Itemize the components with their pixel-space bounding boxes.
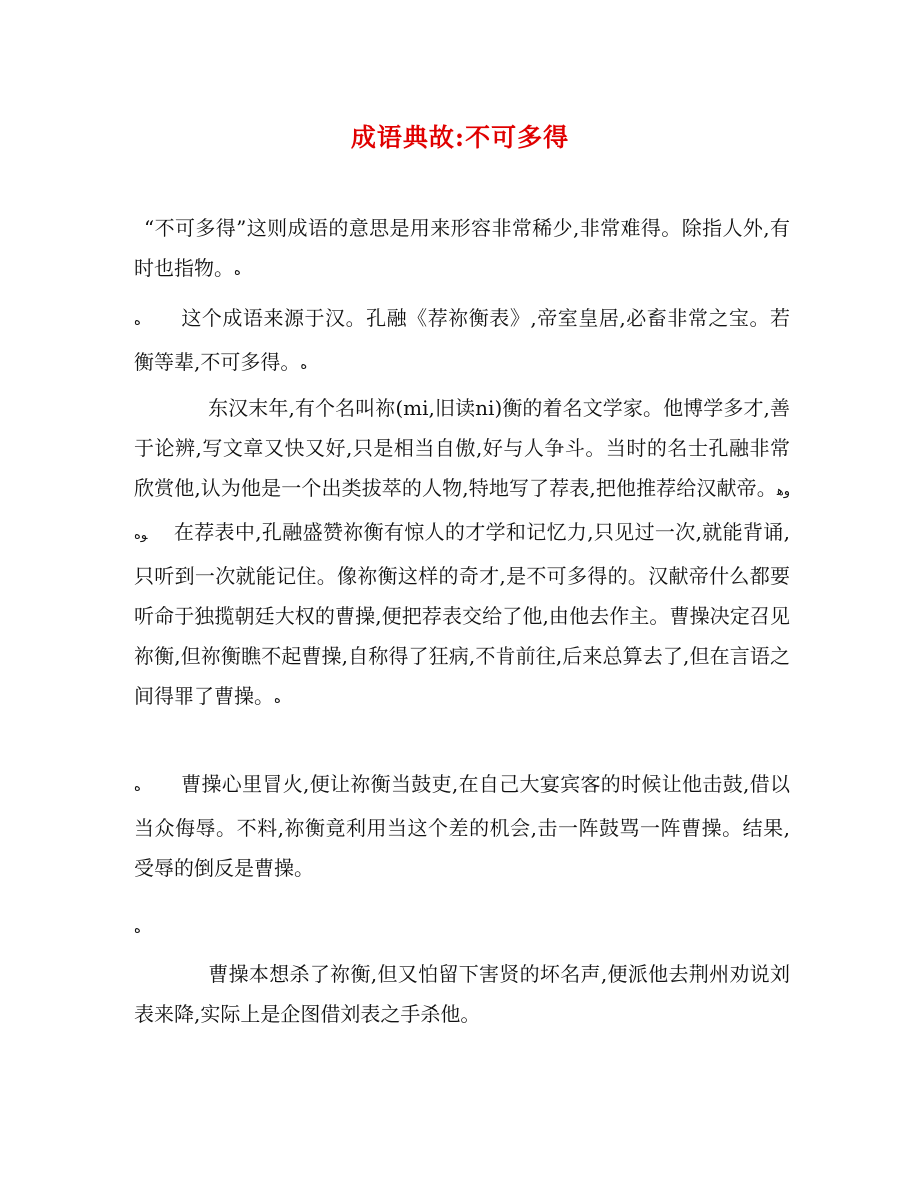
- paragraph-5-lead-mark: ه: [134, 922, 141, 937]
- document-title: 成语典故:不可多得: [350, 123, 570, 152]
- paragraph-3: [134, 388, 790, 720]
- paragraph-1-end-mark: ه: [234, 264, 241, 279]
- paragraph-3-mid-mark: وهوه: [134, 484, 790, 543]
- paragraph-3-text-b: 在荐表中,孔融盛赞祢衡有惊人的才学和记忆力,只见过一次,就能背诵,只听到一次就能记住。像祢衡这样的奇才,是不可多得的。汉献帝什么都要听命于独揽朝廷大权的曹操,便把荐表交给了他,由他去作主。曹操决定召见祢衡,但祢衡瞧不起曹操,自称得了狂病,不肯前往,后来总算去了,但在言语之间得罪了曹操。: [134, 520, 790, 708]
- paragraph-2-lead-mark: ه: [134, 314, 141, 329]
- paragraph-2-text: 这个成语来源于汉。孔融《荐祢衡表》,帝室皇居,必畜非常之宝。若衡等辈,不可多得。: [134, 306, 790, 374]
- paragraph-3-end-mark: ه: [274, 692, 281, 707]
- paragraph-6-text: 曹操本想杀了祢衡,但又怕留下害贤的坏名声,便派他去荆州劝说刘表来降,实际上是企图借刘表之手杀他。: [134, 962, 790, 1026]
- paragraph-3-text-a: 东汉末年,有个名叫祢(mi,旧读ni)衡的着名文学家。他博学多才,善于论辨,写文章又快又好,只是相当自傲,好与人争斗。当时的名士孔融非常欣赏他,认为他是一个出类拔萃的人物,特地写了荐表,把他推荐给汉献帝。: [134, 396, 790, 500]
- paragraph-4-lead-mark: ه: [134, 780, 141, 795]
- paragraph-6: [134, 954, 790, 1034]
- paragraph-2-end-mark: ه: [300, 358, 308, 373]
- paragraph-1: [134, 208, 790, 292]
- paragraph-5: [134, 906, 790, 950]
- paragraph-1-text: “不可多得”这则成语的意思是用来形容非常稀少,非常难得。除指人外,有时也指物。: [134, 216, 790, 280]
- paragraph-4-text: 曹操心里冒火,便让祢衡当鼓吏,在自己大宴宾客的时候让他击鼓,借以当众侮辱。不料,祢衡竟利用当这个差的机会,击一阵鼓骂一阵曹操。结果,受辱的倒反是曹操。: [134, 772, 790, 880]
- paragraph-4: [134, 764, 790, 888]
- paragraph-2: [134, 298, 790, 386]
